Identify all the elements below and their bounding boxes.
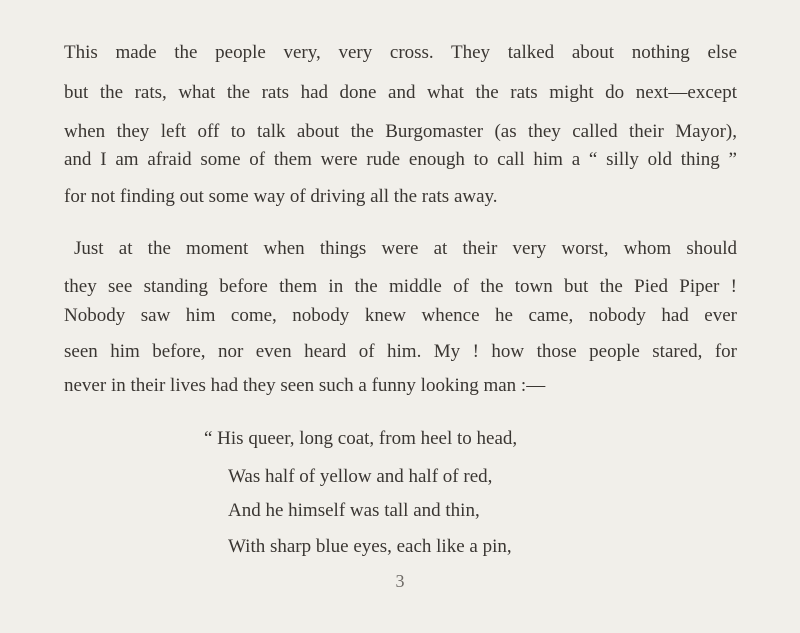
paragraph-2-line-4: seen him before, nor even heard of him. My ! how those people stared, for bbox=[64, 341, 737, 362]
verse-line-4: With sharp blue eyes, each like a pin, bbox=[228, 536, 512, 557]
paragraph-2-line-2: they see standing before them in the middle of the town but the Pied Piper ! bbox=[64, 276, 737, 297]
paragraph-2-line-1: Just at the moment when things were at their very worst, whom should bbox=[74, 238, 737, 259]
verse-line-3: And he himself was tall and thin, bbox=[228, 500, 480, 521]
verse-line-2: Was half of yellow and half of red, bbox=[228, 466, 493, 487]
paragraph-2-line-3: Nobody saw him come, nobody knew whence he came, nobody had ever bbox=[64, 305, 737, 326]
paragraph-1-line-1: This made the people very, very cross. They talked about nothing else bbox=[64, 42, 737, 63]
paragraph-1-line-5: for not finding out some way of driving all the rats away. bbox=[64, 186, 498, 207]
paragraph-2-line-5: never in their lives had they seen such a funny looking man :— bbox=[64, 375, 546, 396]
paragraph-1-line-3: when they left off to talk about the Burgomaster (as they called their Mayor), bbox=[64, 121, 737, 142]
paragraph-1-line-4: and I am afraid some of them were rude enough to call him a “ silly old thing ” bbox=[64, 149, 737, 170]
verse-line-1: “ His queer, long coat, from heel to head, bbox=[204, 428, 518, 449]
paragraph-1-line-2: but the rats, what the rats had done and what the rats might do next—except bbox=[64, 82, 737, 103]
page-number: 3 bbox=[395, 571, 405, 591]
